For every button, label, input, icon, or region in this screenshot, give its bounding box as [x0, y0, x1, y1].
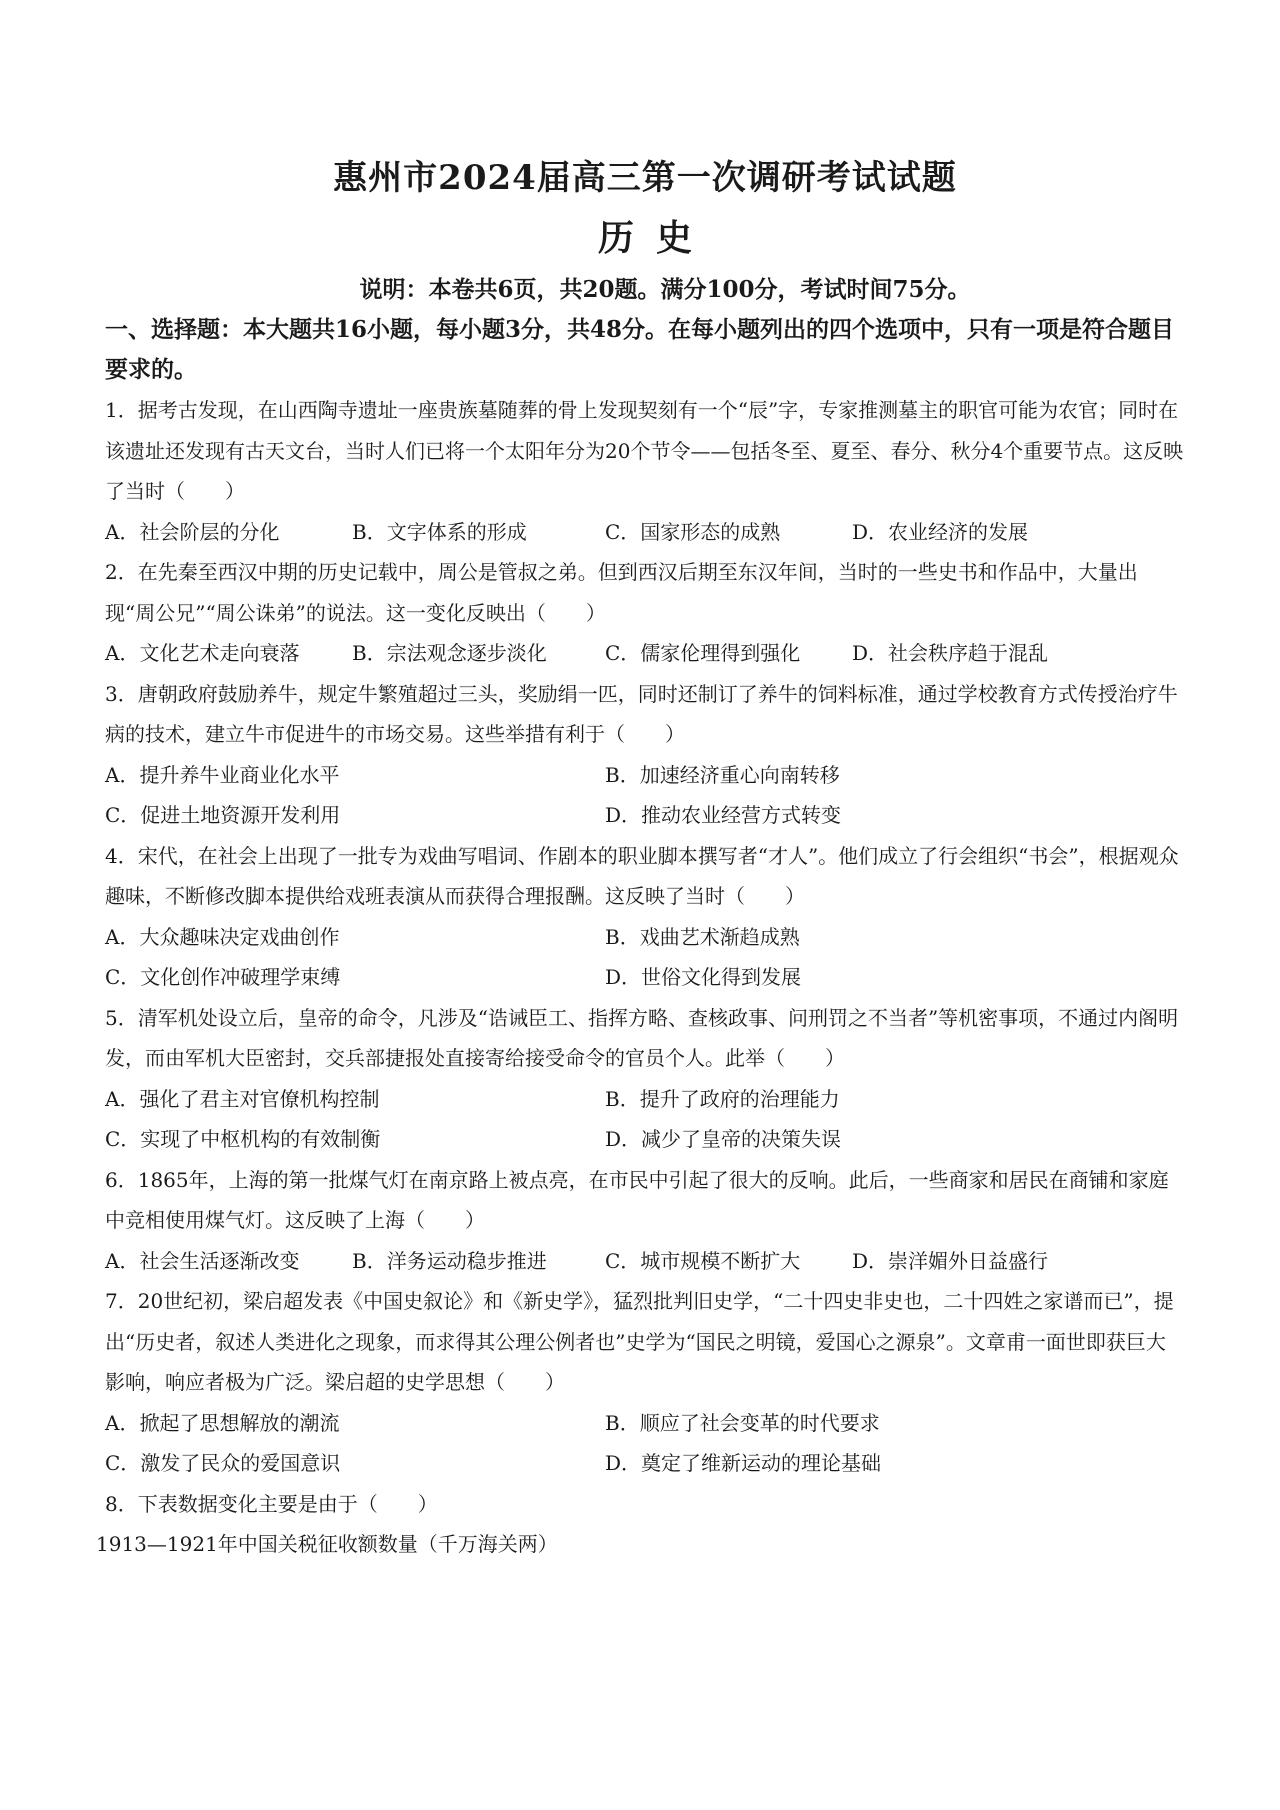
section-heading: 一、选择题：本大题共16小题，每小题3分，共48分。在每小题列出的四个选项中，只有一项是符合题目要求的。	[105, 316, 1175, 383]
option-b[interactable]: B．文字体系的形成	[352, 519, 527, 544]
question-stem: 2．在先秦至西汉中期的历史记载中，周公是管叔之弟。但到西汉后期至东汉年间，当时的一些史书和作品中，大量出现“周公兄”“周公诛弟”的说法。这一变化反映出（ ）	[105, 560, 1138, 625]
question-1	[105, 390, 1185, 552]
option-a[interactable]: A．提升养牛业商业化水平	[105, 762, 340, 787]
option-a[interactable]: A．社会阶层的分化	[105, 519, 280, 544]
options-row	[105, 633, 1185, 674]
options-row	[105, 1119, 1185, 1160]
question-6	[105, 1160, 1185, 1282]
question-stem: 4．宋代，在社会上出现了一批专为戏曲写唱词、作剧本的职业脚本撰写者“才人”。他们成立了行会组织“书会”，根据观众趣味，不断修改脚本提供给戏班表演从而获得合理报酬。这反映了当时（ ）	[105, 843, 1179, 908]
option-d[interactable]: D．农业经济的发展	[852, 519, 1029, 544]
exam-title: 惠州市2024届高三第一次调研考试试题	[333, 158, 957, 198]
question-stem: 7．20世纪初，梁启超发表《中国史叙论》和《新史学》，猛烈批判旧史学，“二十四史非史也，二十四姓之家谱而已”，提出“历史者，叙述人类进化之现象，而求得其公理公例者也”史学为“国民之明镜，爱国心之源泉”。文章甫一面世即获巨大影响，响应者极为广泛。梁启超的史学思想（ ）	[105, 1289, 1174, 1394]
subject-title: 历史	[597, 217, 714, 259]
option-b[interactable]: B．宗法观念逐步淡化	[352, 641, 547, 665]
option-b[interactable]: B．洋务运动稳步推进	[352, 1248, 547, 1273]
option-d[interactable]: D．减少了皇帝的决策失误	[605, 1127, 842, 1151]
option-a[interactable]: A．大众趣味决定戏曲创作	[105, 924, 340, 949]
question-stem: 6．1865年，上海的第一批煤气灯在南京路上被点亮，在市民中引起了很大的反响。此后，一些商家和居民在商铺和家庭中竞相使用煤气灯。这反映了上海（ ）	[105, 1167, 1169, 1232]
option-d[interactable]: D．推动农业经营方式转变	[605, 803, 842, 827]
question-4	[105, 836, 1185, 998]
options-row	[105, 512, 1185, 553]
option-b[interactable]: B．顺应了社会变革的时代要求	[605, 1410, 880, 1435]
question-3	[105, 674, 1185, 836]
question-2	[105, 552, 1185, 674]
options-row	[105, 795, 1185, 836]
option-d[interactable]: D．崇洋媚外日益盛行	[852, 1248, 1049, 1273]
options-row	[105, 1241, 1185, 1282]
options-row	[105, 1403, 1185, 1444]
options-row	[105, 1079, 1185, 1120]
option-b[interactable]: B．提升了政府的治理能力	[605, 1086, 840, 1111]
question-stem: 3．唐朝政府鼓励养牛，规定牛繁殖超过三头，奖励绢一匹，同时还制订了养牛的饲料标准，通过学校教育方式传授治疗牛病的技术，建立牛市促进牛的市场交易。这些举措有利于（ ）	[105, 681, 1178, 746]
question-5	[105, 998, 1185, 1160]
question-stem: 1．据考古发现，在山西陶寺遗址一座贵族墓随葬的骨上发现契刻有一个“辰”字，专家推测墓主的职官可能为农官；同时在该遗址还发现有古天文台，当时人们已将一个太阳年分为20个节令——包括冬至、夏至、春分、秋分4个重要节点。这反映了当时（ ）	[105, 398, 1184, 503]
option-d[interactable]: D．奠定了维新运动的理论基础	[605, 1451, 882, 1475]
option-d[interactable]: D．社会秩序趋于混乱	[852, 641, 1049, 665]
option-c[interactable]: C．国家形态的成熟	[605, 519, 781, 544]
option-c[interactable]: C．实现了中枢机构的有效制衡	[105, 1127, 381, 1151]
options-row	[105, 917, 1185, 958]
question-7	[105, 1281, 1185, 1484]
table-caption: 1913—1921年中国关税征收额数量（千万海关两）	[96, 1532, 558, 1556]
option-d[interactable]: D．世俗文化得到发展	[605, 965, 802, 989]
question-8	[96, 1484, 1185, 1565]
option-b[interactable]: B．戏曲艺术渐趋成熟	[605, 924, 800, 949]
option-c[interactable]: C．儒家伦理得到强化	[605, 641, 801, 665]
option-c[interactable]: C．激发了民众的爱国意识	[105, 1451, 341, 1475]
option-c[interactable]: C．城市规模不断扩大	[605, 1248, 801, 1273]
option-b[interactable]: B．加速经济重心向南转移	[605, 762, 840, 787]
exam-note: 说明：本卷共6页，共20题。满分100分，考试时间75分。	[359, 276, 971, 303]
options-row	[105, 755, 1185, 796]
option-a[interactable]: A．强化了君主对官僚机构控制	[105, 1086, 380, 1111]
option-a[interactable]: A．掀起了思想解放的潮流	[105, 1410, 340, 1435]
question-stem: 8．下表数据变化主要是由于（ ）	[105, 1491, 438, 1516]
option-a[interactable]: A．社会生活逐渐改变	[105, 1248, 300, 1273]
options-row	[105, 1443, 1185, 1484]
question-stem: 5．清军机处设立后，皇帝的命令，凡涉及“诰诫臣工、指挥方略、查核政事、问刑罚之不当者”等机密事项，不通过内阁明发，而由军机大臣密封，交兵部捷报处直接寄给接受命令的官员个人。此举（ ）	[105, 1005, 1179, 1070]
option-c[interactable]: C．促进土地资源开发利用	[105, 803, 341, 827]
option-a[interactable]: A．文化艺术走向衰落	[105, 641, 300, 665]
options-row	[105, 957, 1185, 998]
option-c[interactable]: C．文化创作冲破理学束缚	[105, 965, 341, 989]
